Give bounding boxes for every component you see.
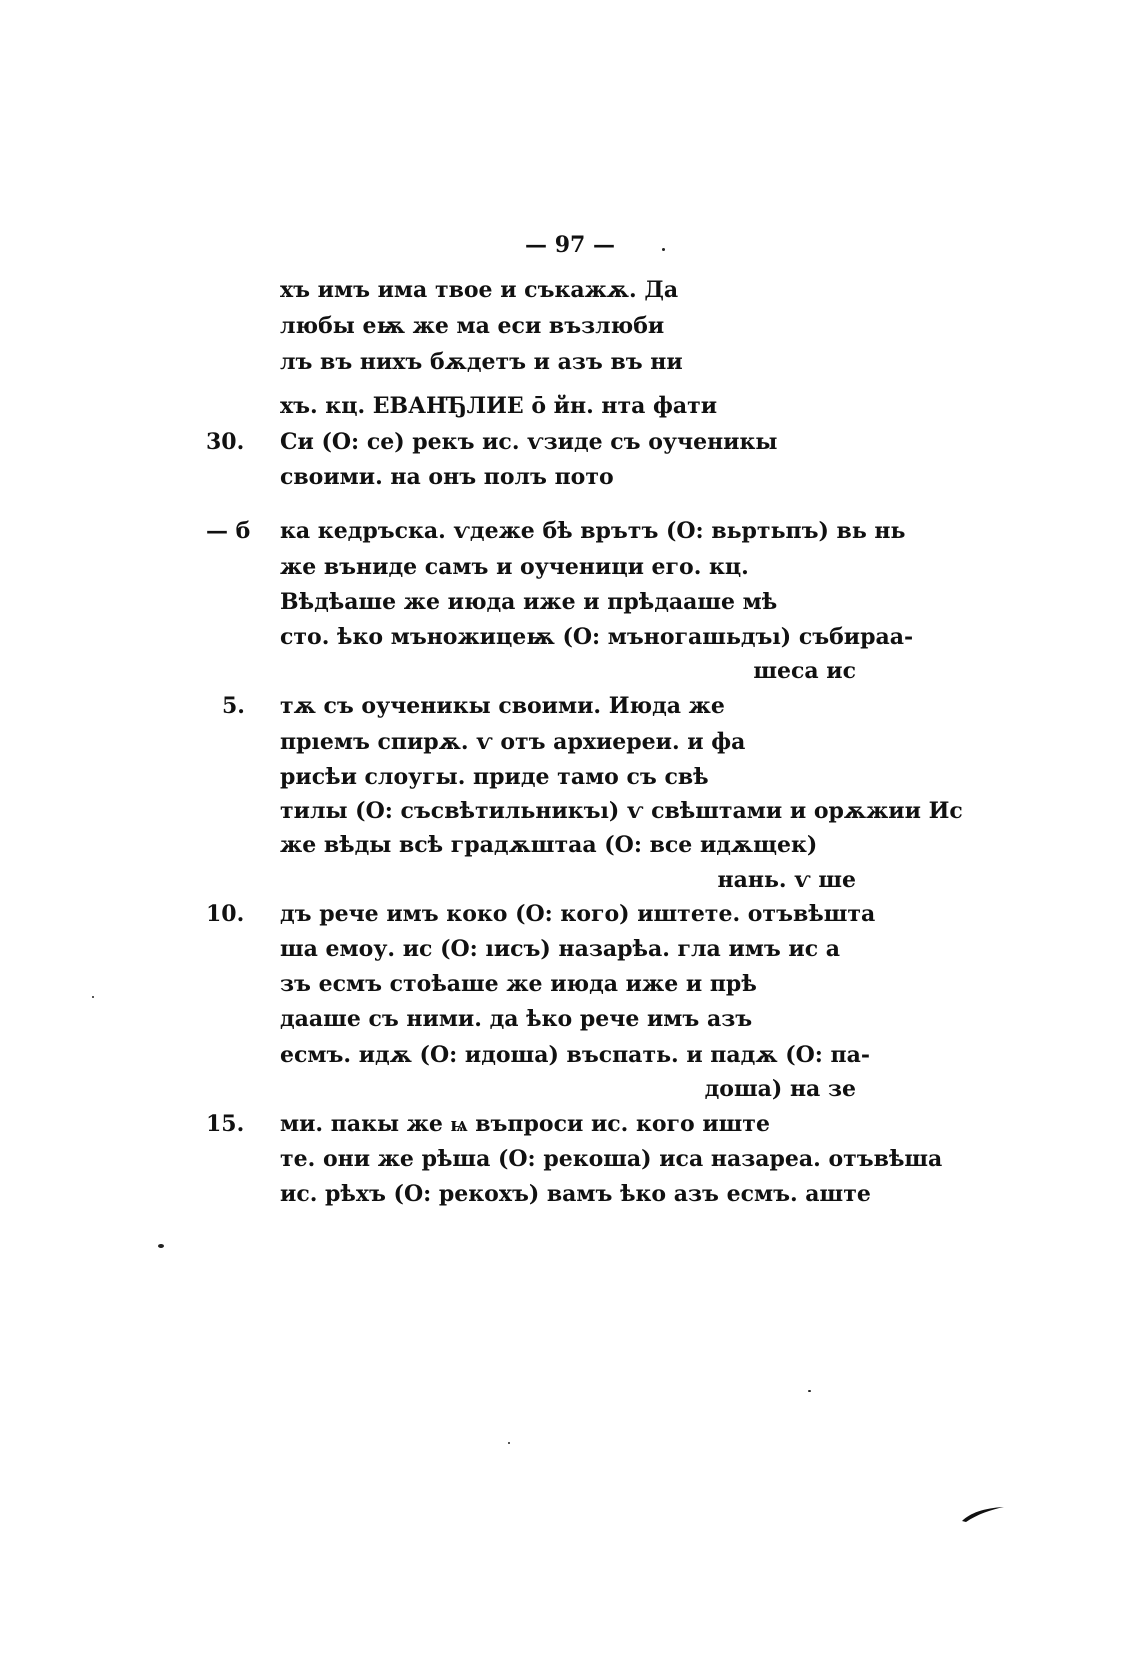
text-line: зъ есмъ стоѣаше же июда иже и прѣ [280,971,757,997]
speck-mark [662,248,665,251]
verse-number: 10. [206,901,245,927]
page-number: — 97 — [525,232,615,258]
text-line: есмъ. идѫ (О: идоша) въспать. и падѫ (О: па- [280,1042,871,1068]
text-line: ис. рѣхъ (О: рекохъ) вамъ ѣко азъ есмъ. аште [280,1181,871,1207]
text-line: ми. пакы же ѩ въпроси ис. кого иште [280,1111,770,1137]
verse-number: 30. [206,429,245,455]
text-line: любы еѭ же ма еси възлюби [280,313,665,339]
text-line: рисѣи слоугы. приде тамо съ свѣ [280,764,709,790]
text-line: те. они же рѣша (О: рекоша) иса назареа. отъвѣша [280,1146,943,1172]
text-line: тилы (О: съсвѣтильникъı) ѵ свѣштами и орѫжии Ис [280,798,963,824]
text-line: дааше съ ними. да ѣко рече имъ азъ [280,1006,753,1032]
text-line: доша) на зе [704,1076,856,1102]
text-line: шеса ис [753,658,856,684]
text-line: нань. ѵ ше [717,867,856,893]
verse-number: — б [206,518,251,544]
ink-stroke-icon [960,1505,1008,1523]
text-line: хъ. кц. ЕВАНЂЛИЕ ō йн. нта фати [280,393,718,419]
text-line: ка кедръска. ѵдеже бѣ врътъ (О: вьртьпъ) вь нь [280,518,906,544]
text-line: же вънидe самъ и оученици его. кц. [280,554,749,580]
text-line: Вѣдѣаше же июда иже и прѣдааше мѣ [280,589,778,615]
speck-mark [508,1442,510,1444]
text-line: прıемъ спирѫ. ѵ отъ архиереи. и фа [280,729,746,755]
verse-number: 5. [222,693,245,719]
text-line: хъ имъ има твое и съкажѫ. Да [280,277,679,303]
speck-mark [158,1244,164,1248]
text-line: сто. ѣко мъножицеѭ (О: мъногашьдъı) събираа- [280,624,914,650]
text-line: тѫ съ оученикы своими. Июда же [280,693,725,719]
text-line: же вѣды всѣ градѫштаа (О: все идѫщек) [280,832,818,858]
text-line: ша емоу. ис (О: ıисъ) назарѣа. гла имъ ис а [280,936,841,962]
text-line: дъ рече имъ коко (О: кого) иштете. отъвѣшта [280,901,876,927]
text-line: своими. на онъ полъ пото [280,464,614,490]
speck-mark [92,996,94,998]
text-line: Си (О: се) рекъ ис. ѵзиде съ оученикы [280,429,778,455]
speck-mark [808,1390,811,1392]
verse-number: 15. [206,1111,245,1137]
text-line: лъ въ нихъ бѫдетъ и азъ въ ни [280,349,683,375]
